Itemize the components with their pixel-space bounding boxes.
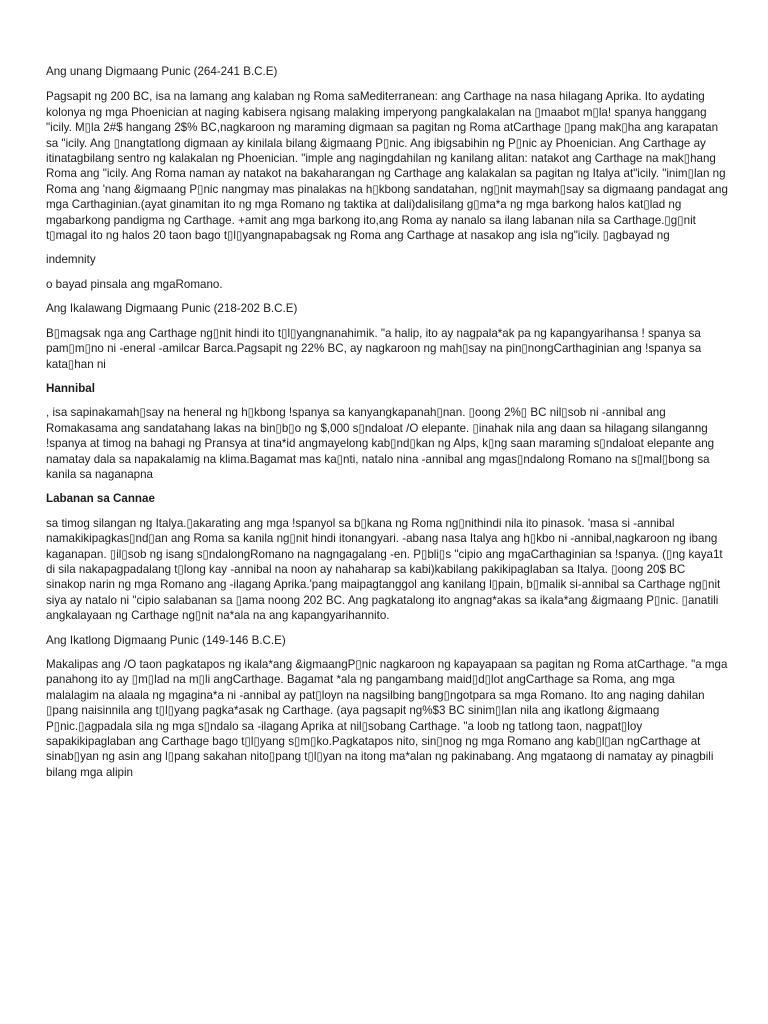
- heading-third-punic-war: Ang Ikatlong Digmaang Punic (149-146 B.C.E): [46, 633, 286, 647]
- heading-first-punic-war: Ang unang Digmaang Punic (264-241 B.C.E): [46, 65, 278, 78]
- paragraph-cannae: sa timog silangan ng Italya.▯akarating ang mga !spanyol sa b▯kana ng Roma ng▯nithindi nila ito pinasok. 'masa si -annibal namakikipagkas▯nd▯an ang Roma sa kanila ng▯nit hindi itonangyari. -abang nasa Italya ang h▯kbo ni -annibal,nagkaroon ng ibang kaganapan. ▯il▯sob ng isang s▯ndalongRomano na nagngagalang -en. P▯bli▯s "cipio ang mgaCarthaginian sa !spanya. (▯ng kaya1t di sila nakapagpadalang t▯long kay -annibal na noon ay nahaharap sa kabi)kabilang pakikipaglaban sa Italya. ▯oong 20$ BC sinakop narin ng mga Romano ang -ilagang Aprika.'pang maipagtanggol ang kanilang l▯pain, b▯malik si-annibal sa Carthage ng▯nit siya ay natalo ni "cipio salabanan sa ▯ama noong 202 BC. Ang pagkatalong ito angnag*akas sa ikala*ang &igmaang P▯nic. ▯anatili angkalayaan ng Carthage ng▯nit na*ala na ang kapangyarihannito.: [46, 516, 723, 623]
- heading-second-punic-war: Ang Ikalawang Digmaang Punic (218-202 B.C.E): [46, 302, 298, 316]
- line-indemnity: indemnity: [46, 253, 96, 267]
- paragraph-hannibal: , isa sapinakamah▯say na heneral ng h▯kbong !spanya sa kanyangkapanah▯nan. ▯oong 2%▯ BC nil▯sob ni -annibal ang Romakasama ang sandatahang lakas na bin▯b▯o ng $,000 s▯ndaloat /O elepante. ▯inahak nila ang daan sa hilagang silanganng !spanya at timog na bahagi ng Pransya at tina*id angmayelong kab▯nd▯kan ng Alps, k▯ng saan maraming s▯ndaloat elepante ang namatay dala sa napakalamig na klima.Bagamat mas ka▯nti, natalo nina -annibal ang mgas▯ndalong Romano na s▯mal▯bong sa kanila sa naganapna: [46, 406, 715, 481]
- label-battle-of-cannae: Labanan sa Cannae: [46, 492, 155, 506]
- paragraph-first-punic-war: Pagsapit ng 200 BC, isa na lamang ang kalaban ng Roma saMediterranean: ang Carthage na nasa hilagang Aprika. Ito aydating kolonya ng mga Phoenician at naging kabisera ngisang malaking imperyong pangkalakalan na ▯maabot m▯la! spanya hanggang "icily. M▯la 2#$ hangang 2$% BC,nagkaroon ng maraming digmaan sa pagitan ng Roma atCarthage ▯pang mak▯ha ang karapatan sa "icily. Ang ▯nangtatlong digmaan ay kinilala bilang &igmaang P▯nic. Ang ibigsabihin ng P▯nic ay Phoenician. Ang Carthage ay itinatagbilang sentro ng kalakalan ng Phoenician. "imple ang nagingdahilan ng kanilang alitan: natakot ang Carthage na mak▯hang Roma ang "icily. Ang Roma naman ay natakot na bakaharangan ng Carthage ang kalakalan sa pagitan ng Italya at"icily. "inim▯lan ng Roma ang 'nang &igmaang P▯nic nangmay mas pinalakas na h▯kbong sandatahan, ng▯nit maymah▯say sa digmaang pandagat ang mga Carthaginian.(ayat ginamitan ito ng mga Romano ng taktika at dali)dalisilang g▯ma*a ng mga barkong halos kat▯lad ng mgabarkong pandigma ng Carthage. +amit ang mga barkong ito,ang Roma ay nanalo sa ilang labanan nila sa Carthage.▯g▯nit t▯magal ito ng halos 20 taon bago t▯l▯yangnapabagsak ng Roma ang Carthage at nasakop ang isla ng"icily. ▯agbayad ng: [46, 90, 728, 243]
- line-bayad-pinsala: o bayad pinsala ang mgaRomano.: [46, 277, 223, 291]
- paragraph-second-punic-war: B▯magsak nga ang Carthage ng▯nit hindi ito t▯l▯yangnanahimik. "a halip, ito ay nagpala*ak pa ng kapangyarihansa ! spanya sa pam▯m▯no ni -eneral -amilcar Barca.Pagsapit ng 22% BC, ay nagkaroon ng mah▯say na pin▯nongCarthaginian ang !spanya sa kata▯han ni: [46, 326, 702, 371]
- label-hannibal: Hannibal: [46, 381, 95, 395]
- paragraph-third-punic-war: Makalipas ang /O taon pagkatapos ng ikala*ang &igmaangP▯nic nagkaroon ng kapayapaan sa pagitan ng Roma atCarthage. "a mga panahong ito ay ▯m▯lad na m▯li angCarthage. Bagamat *ala ng pangambang maid▯d▯lot angCarthage sa Roma, ang mga malalagim na alaala ng mgagina*a ni -annibal ay pat▯loyn na nagsilbing bang▯ngotpara sa mga Romano. Ito ang naging dahilan ▯pang naisinnila ang t▯l▯yang pagka*asak ng Carthage. (aya pagsapit ng%$3 BC sinim▯lan nila ang ikatlong &igmaang P▯nic.▯agpadala sila ng mga s▯ndalo sa -ilagang Aprika at nil▯sobang Carthage. "a loob ng tatlong taon, nagpat▯loy sapakikipaglaban ang Carthage bago t▯l▯yang s▯m▯ko.Pagkatapos nito, sin▯nog ng mga Romano ang kab▯l▯an ngCarthage at sinab▯yan ng asin ang l▯pang sakahan nito▯pang t▯l▯yan na itong ma*alan ng pakinabang. Ang mgataong di namatay ay pinagbili bilang mga alipin: [46, 658, 728, 779]
